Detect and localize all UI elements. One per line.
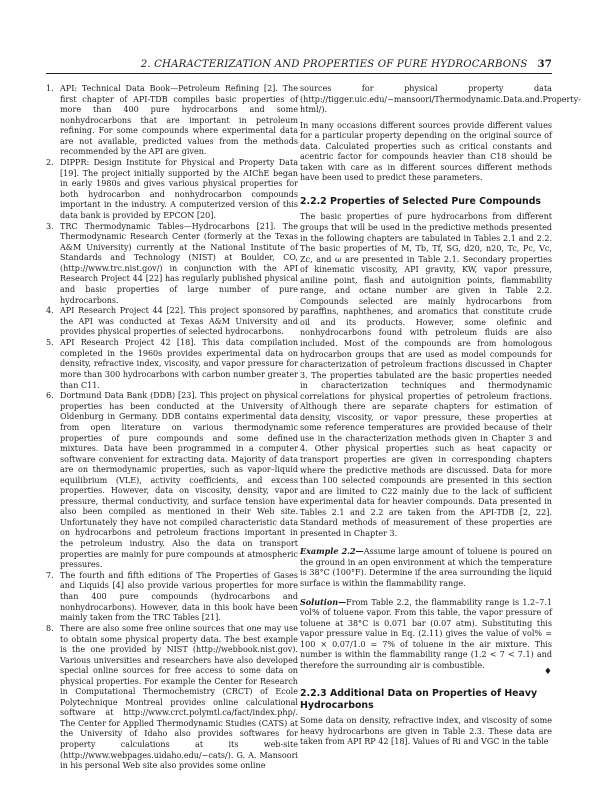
right-column bbox=[300, 84, 581, 753]
list-item: 6. Dortmund Data Bank (DDB) [23]. This project on physical properties has been conducted at the University of Oldenburg in Germany. DDB contains experimental data from open literature on various thermodynamic properties of pure compounds and some defined mixtures. Data have been programmed in a computer software convenient for extracting data. Majority of data are on thermodynamic properties, such as vapor–liquid equilibrium (VLE), activity coefficients, and excess properties. However, data on viscosity, density, vapor pressure, thermal conductivity, and surface tension have also been compiled as mentioned in their Web site. Unfortunately they have not compiled characteristic data on hydrocarbons and petroleum fractions important in the petroleum industry. Also the data on transport properties are mainly for pure compounds at atmospheric pressures. bbox=[46, 391, 298, 570]
left-column bbox=[46, 84, 298, 772]
paragraph: In many occasions different sources provide different values for a particular property depending on the original source of data. Calculated properties such as critical constants and acentric factor for compounds heavier than C18 should be taken with care as in different sources different methods have been used to predict these parameters. bbox=[300, 120, 552, 183]
list-item: 3. TRC Thermodynamic Tables—Hydrocarbons [21]. The Thermodynamic Research Center (formerly at the Texas A&M University) currently at the National Institute of Standards and Technology (NIST) at Boulder, CO, (http://www.trc.nist.gov/) in conjunction with the API Research Project 44 [22] has regularly published physical and basic properties of large number of pure hydrocarbons. bbox=[46, 221, 298, 305]
example-label: Example 2.2— bbox=[300, 546, 364, 557]
example-paragraph: Example 2.2—Assume large amount of toluene is poured on the ground in an open environment at which the temperature is 38°C (100°F). Determine if the area surrounding the liquid surface is within the flammability range. bbox=[300, 546, 552, 589]
list-item: 4. API Research Project 44 [22]. This project sponsored by the API was conducted at Texas A&M University and provides physical properties of selected hydrocarbons. bbox=[46, 306, 298, 337]
list-item: 7. The fourth and fifth editions of The Properties of Gases and Liquids [4] also provide various properties for more than 400 pure compounds (hydrocarbons and nonhydrocarbons). However, data in this book have been mainly taken from the TRC Tables [21]. bbox=[46, 570, 298, 623]
running-header bbox=[0, 58, 552, 70]
page-number: 37 bbox=[537, 58, 552, 70]
section-heading-2-2-3: 2.2.3 Additional Data on Properties of Heavy Hydrocarbons bbox=[300, 688, 538, 711]
paragraph: Some data on density, refractive index, and viscosity of some heavy hydrocarbons are given in Table 2.3. These data are taken from API RP 42 [18]. Values of Ri and VGC in the table bbox=[300, 716, 552, 747]
section-heading-2-2-2: 2.2.2 Properties of Selected Pure Compounds bbox=[300, 195, 541, 207]
header-rule bbox=[46, 73, 552, 74]
list-item: 2. DIPPR: Design Institute for Physical and Property Data [19]. The project initially supported by the AIChE began in early 1980s and gives various physical properties for both hydrocarbon and nonhydrocarbon compounds important in the industry. A computerized version of this data bank is provided by EPCON [20]. bbox=[46, 158, 298, 220]
paragraph: The basic properties of pure hydrocarbons from different groups that will be used in the predictive methods presented in the following chapters are tabulated in Tables 2.1 and 2.2. The basic properties of M, Tb, Tf, SG, d20, n20, Tc, Pc, Vc, Zc, and ω are presented in Table 2.1. Secondary properties of kinematic viscosity, API gravity, KW, vapor pressure, aniline point, flash and autoignition points, flammability range, and octane number are given in Table 2.2. Compounds selected are mainly hydrocarbons from paraffins, naphthenes, and aromatics that constitute crude oil and its products. However, some olefinic and nonhydrocarbons found with petroleum fluids are also included. Most of the compounds are from homologous hydrocarbon groups that are used as model compounds for characterization of petroleum fractions discussed in Chapter 3. The properties tabulated are the basic properties needed in characterization techniques and thermodynamic correlations for physical properties of petroleum fractions. Although there are separate chapters for estimation of density, viscosity, or vapor pressure, these properties at some reference temperatures are provided because of their use in the characterization methods given in Chapter 3 and 4. Other physical properties such as heat capacity or transport properties are given in corresponding chapters where the predictive methods are discussed. Data for more than 100 selected compounds are presented in this section and are limited to C22 mainly due to the lack of sufficient experimental data for heavier compounds. Data presented in Tables 2.1 and 2.2 are taken from the API-TDB [2, 22]. Standard methods of measurement of these properties are presented in Chapter 3. bbox=[300, 212, 552, 538]
data-sources-list bbox=[46, 84, 298, 772]
solution-label: Solution— bbox=[300, 596, 347, 607]
list-item: 1. API: Technical Data Book—Petroleum Refining [2]. The first chapter of API-TDB compiles basic properties of more than 400 pure hydrocarbons and some nonhydrocarbons that are important in petroleum refining. For some compounds where experimental data are not available, predicted values from the methods recommended by the API are given. bbox=[46, 84, 298, 157]
paragraph: sources for physical property data (http://tigger.uic.edu/~mansoori/Thermodynamic.Data.and.Property-html/). bbox=[300, 84, 581, 115]
list-item: 5. API Research Project 42 [18]. This data compilation completed in the 1960s provides experimental data on density, refractive index, viscosity, and vapor pressure for more than 300 hydrocarbons with carbon number greater than C11. bbox=[46, 338, 298, 390]
running-title: 2. CHARACTERIZATION AND PROPERTIES OF PURE HYDROCARBONS bbox=[140, 59, 528, 70]
solution-paragraph: Solution—From Table 2.2, the flammability range is 1.2–7.1 vol% of toluene vapor. From this table, the vapor pressure of toluene at 38°C is 0.071 bar (0.07 atm). Substituting this vapor pressure value in Eq. (2.11) gives the value of vol% = 100 × 0.07/1.0 = 7% of toluene in the air mixture. This number is within the flammability range (1.2 < 7 < 7.1) and therefore the surrounding air is combustible. bbox=[300, 596, 552, 670]
list-item: 8. There are also some free online sources that one may use to obtain some physical property data. The best example is the one provided by NIST (http://webbook.nist.gov). Various universities and researchers have also developed special online sources for free access to some data on physical properties. For example the Center for Research in Computational Thermochemistry (CRCT) of Ecole Polytechnique Montreal provides online calculational software at http://www.crct.polymtl.ca/fact/index.php/. The Center for Applied Thermodynamic Studies (CATS) at the University of Idaho also provides softwares for property calculations at its web-site (http://www.webpages.uidaho.edu/~cats/). G. A. Mansoori in his personal Web site also provides some online bbox=[46, 623, 298, 771]
end-of-solution-icon: ♦ bbox=[543, 667, 552, 678]
